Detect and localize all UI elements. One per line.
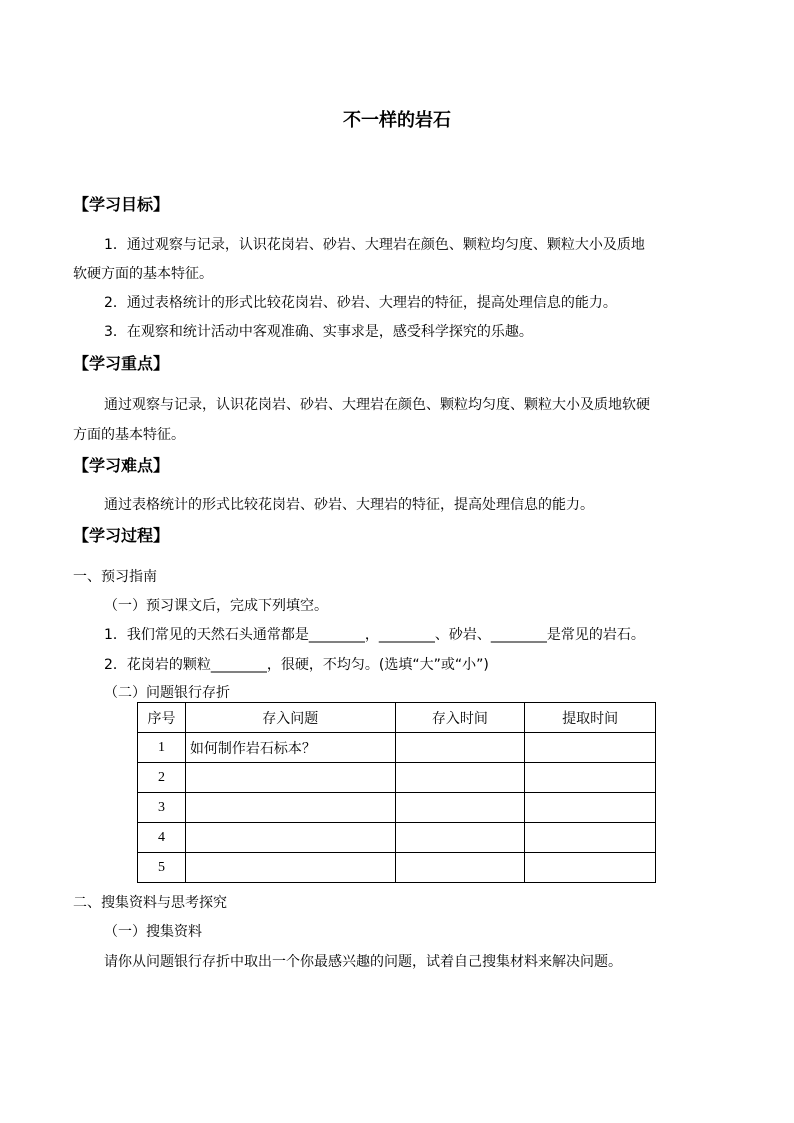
table-row bbox=[138, 823, 656, 853]
row-deposit-time bbox=[395, 823, 525, 853]
difficulties-heading: 【学习难点】 bbox=[73, 456, 170, 475]
row-question: 如何制作岩石标本？ bbox=[185, 733, 395, 763]
page-title: 不一样的岩石 bbox=[343, 110, 451, 131]
objective-1-line-1: 1．通过观察与记录，认识花岗岩、砂岩、大理岩在颜色、颗粒均匀度、颗粒大小及质地 bbox=[104, 237, 645, 253]
question-bank-table bbox=[137, 702, 656, 883]
row-question bbox=[185, 853, 395, 883]
fill-question-1: 1．我们常见的天然石头通常都是________，________、砂岩、________是常见的岩石。 bbox=[104, 627, 645, 643]
row-deposit-time bbox=[395, 793, 525, 823]
header-deposit-time: 存入时间 bbox=[395, 703, 525, 733]
row-withdraw-time bbox=[525, 853, 656, 883]
row-question bbox=[185, 823, 395, 853]
row-withdraw-time bbox=[525, 793, 656, 823]
table-header-row bbox=[138, 703, 656, 733]
part-1-title: 一、预习指南 bbox=[73, 569, 157, 585]
row-index: 1 bbox=[138, 733, 186, 763]
part-1-sub-1: （一）预习课文后，完成下列填空。 bbox=[104, 598, 328, 614]
objective-3: 3．在观察和统计活动中客观准确、实事求是，感受科学探究的乐趣。 bbox=[104, 324, 533, 340]
row-deposit-time bbox=[395, 763, 525, 793]
table-row bbox=[138, 733, 656, 763]
fill-question-2: 2．花岗岩的颗粒________，很硬，不均匀。(选填“大”或“小”) bbox=[104, 657, 489, 673]
row-index: 2 bbox=[138, 763, 186, 793]
row-index: 3 bbox=[138, 793, 186, 823]
process-heading: 【学习过程】 bbox=[73, 526, 170, 545]
part-2-sub-1: （一）搜集资料 bbox=[104, 924, 202, 940]
row-withdraw-time bbox=[525, 763, 656, 793]
row-index: 4 bbox=[138, 823, 186, 853]
row-question bbox=[185, 763, 395, 793]
row-withdraw-time bbox=[525, 823, 656, 853]
part-2-instruction: 请你从问题银行存折中取出一个你最感兴趣的问题，试着自己搜集材料来解决问题。 bbox=[104, 954, 622, 970]
part-2-title: 二、搜集资料与思考探究 bbox=[73, 895, 227, 911]
row-question bbox=[185, 793, 395, 823]
key-points-line-2: 方面的基本特征。 bbox=[73, 427, 185, 443]
header-withdraw-time: 提取时间 bbox=[525, 703, 656, 733]
header-question: 存入问题 bbox=[185, 703, 395, 733]
objective-1-line-2: 软硬方面的基本特征。 bbox=[73, 266, 213, 282]
table-row bbox=[138, 793, 656, 823]
row-deposit-time bbox=[395, 853, 525, 883]
header-index: 序号 bbox=[138, 703, 186, 733]
key-points-heading: 【学习重点】 bbox=[73, 354, 170, 373]
table-row bbox=[138, 853, 656, 883]
row-index: 5 bbox=[138, 853, 186, 883]
part-1-sub-2: （二）问题银行存折 bbox=[104, 685, 230, 701]
objective-2: 2．通过表格统计的形式比较花岗岩、砂岩、大理岩的特征，提高处理信息的能力。 bbox=[104, 295, 617, 311]
table-row bbox=[138, 763, 656, 793]
key-points-line-1: 通过观察与记录，认识花岗岩、砂岩、大理岩在颜色、颗粒均匀度、颗粒大小及质地软硬 bbox=[104, 397, 650, 413]
row-deposit-time bbox=[395, 733, 525, 763]
objectives-heading: 【学习目标】 bbox=[73, 195, 170, 214]
row-withdraw-time bbox=[525, 733, 656, 763]
difficulties-line-1: 通过表格统计的形式比较花岗岩、砂岩、大理岩的特征，提高处理信息的能力。 bbox=[104, 497, 594, 513]
